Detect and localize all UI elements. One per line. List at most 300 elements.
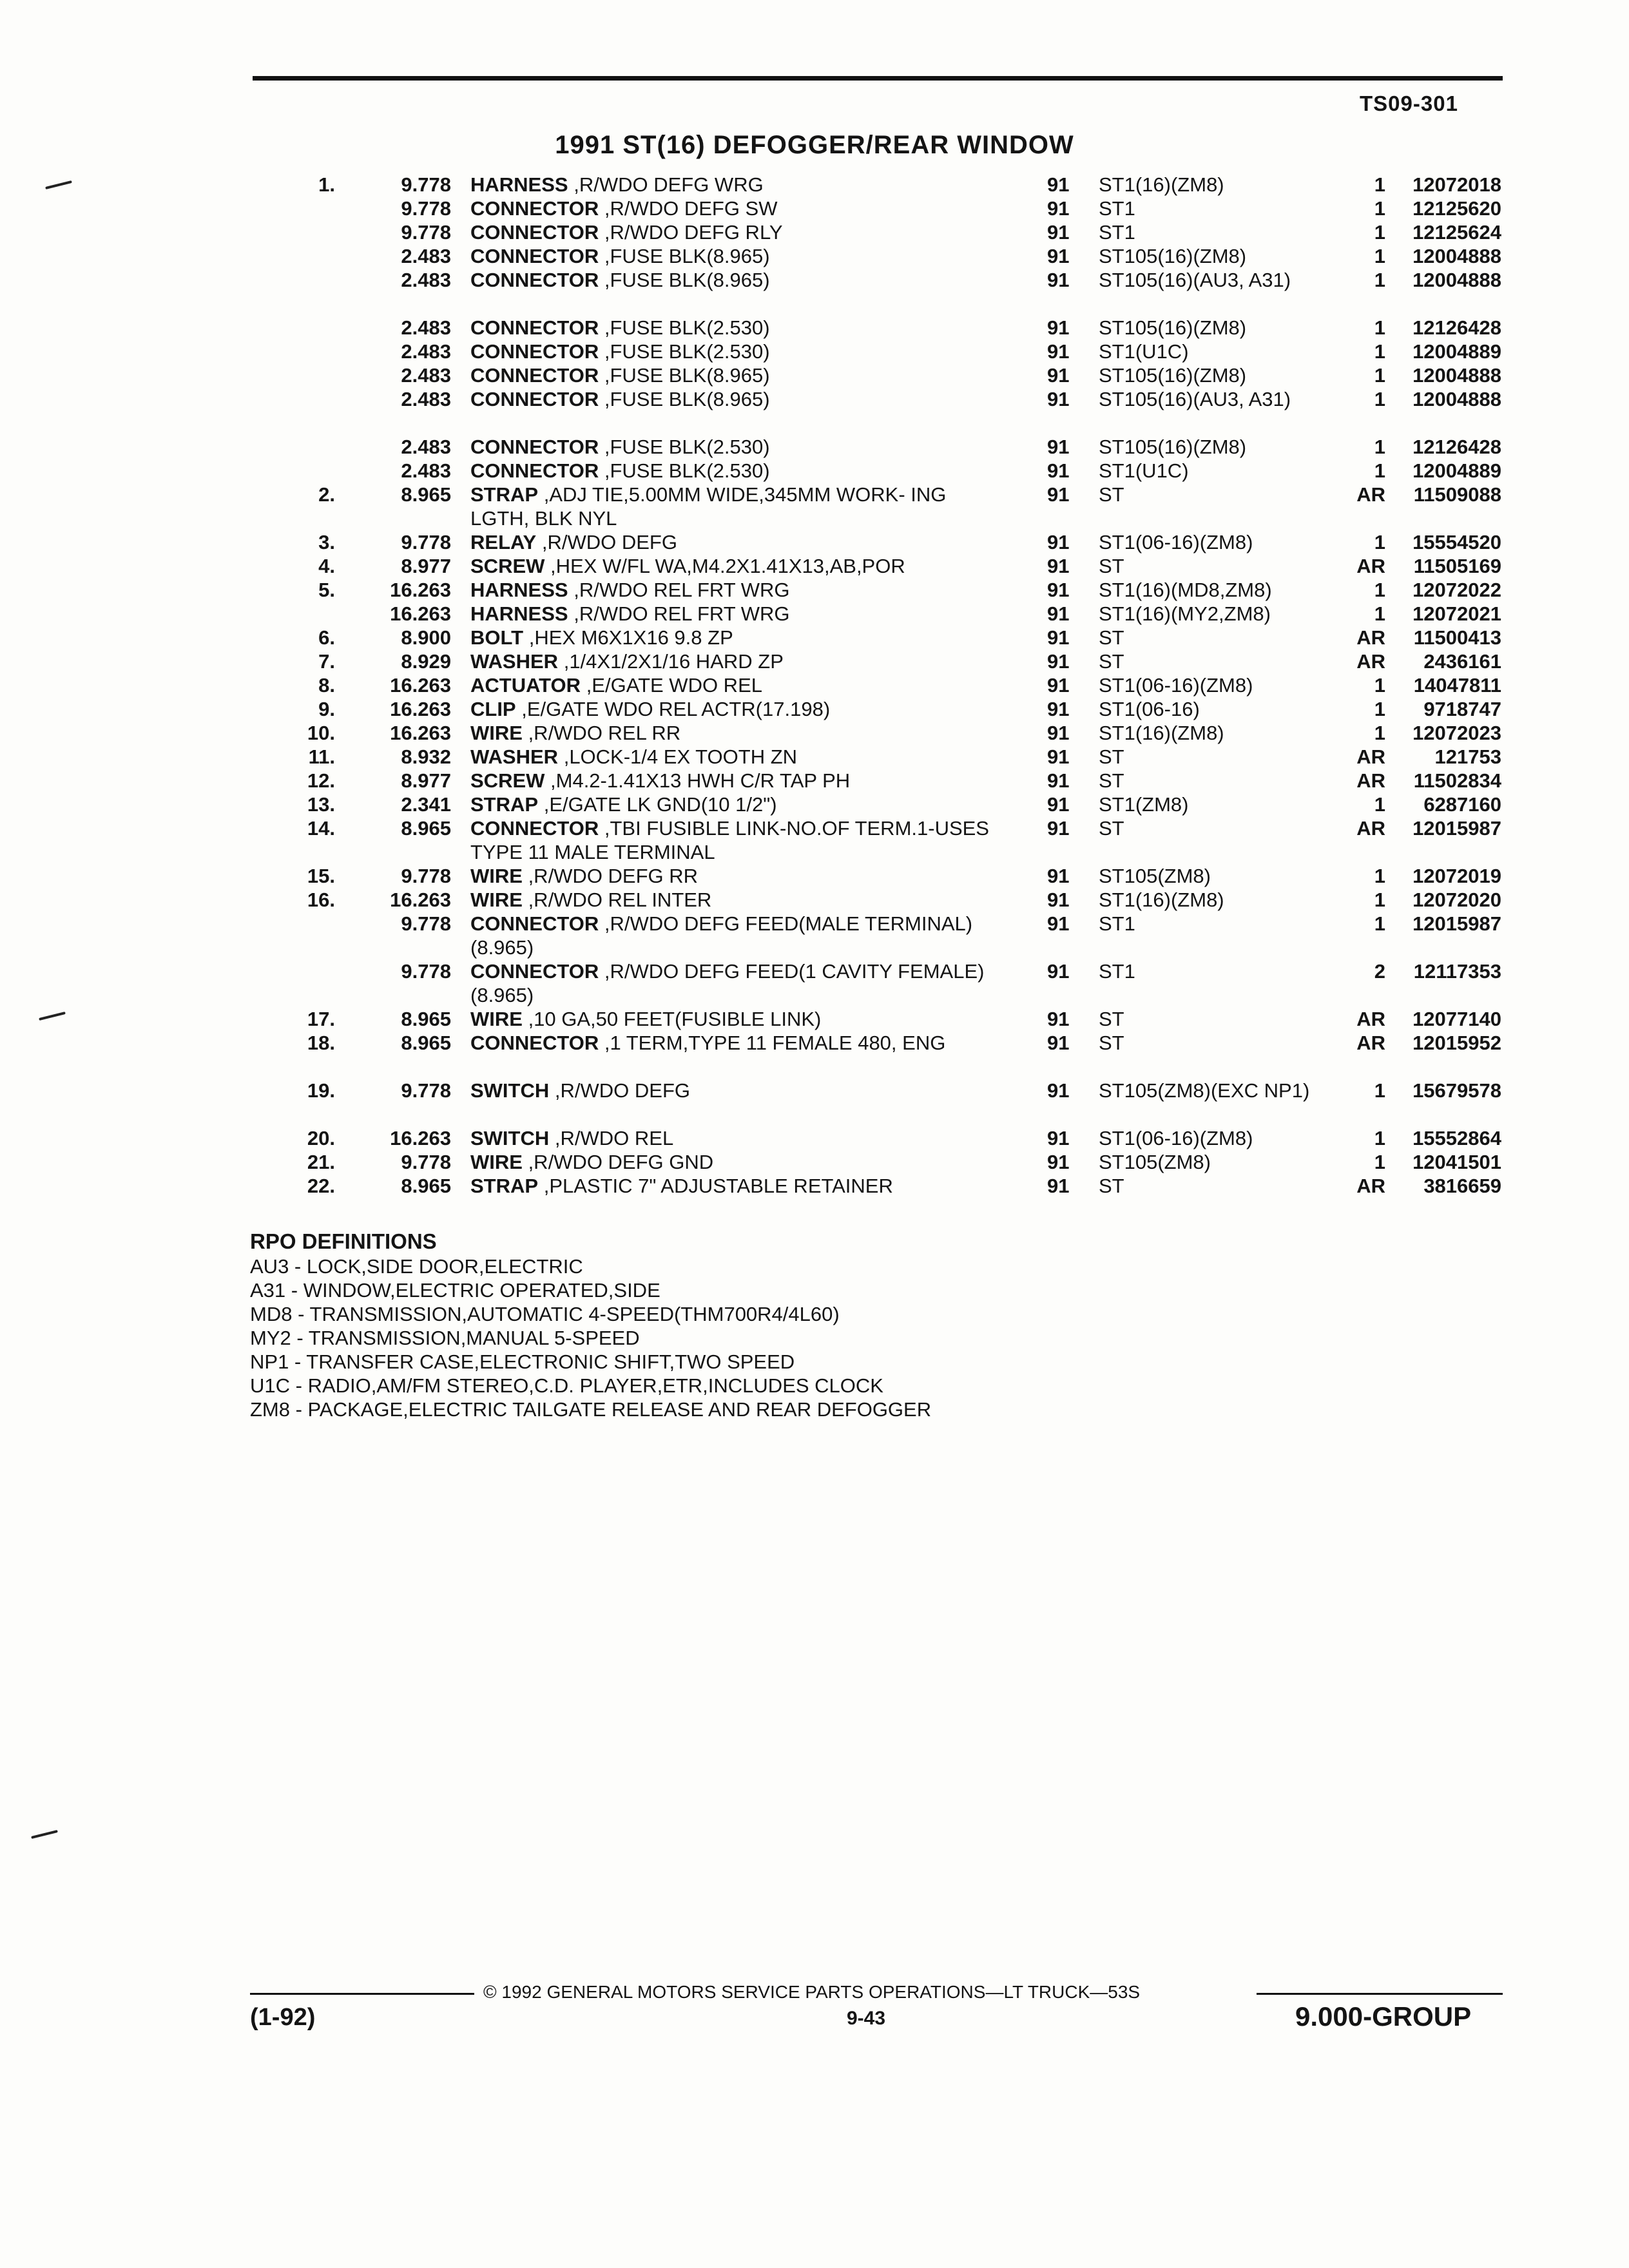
- part-description: [470, 268, 999, 292]
- part-description: [470, 459, 999, 483]
- group-number: 2.483: [401, 316, 451, 339]
- quantity: AR: [1356, 817, 1385, 840]
- part-description: [470, 340, 999, 363]
- model-code: ST1(ZM8): [1099, 793, 1189, 816]
- part-description: [470, 554, 999, 578]
- model-year: 91: [1047, 912, 1070, 935]
- quantity: 1: [1374, 1079, 1385, 1102]
- model-code: ST1(06-16)(ZM8): [1099, 674, 1253, 697]
- model-year: 91: [1047, 579, 1070, 601]
- part-name: CONNECTOR: [470, 388, 599, 410]
- part-number: 11509088: [1413, 483, 1501, 506]
- part-row: [0, 197, 1629, 220]
- group-number: 8.965: [401, 1008, 451, 1030]
- item-number: 18.: [307, 1032, 335, 1054]
- part-row: [0, 1150, 1629, 1174]
- quantity: 1: [1374, 173, 1385, 196]
- rpo-item: MD8 - TRANSMISSION,AUTOMATIC 4-SPEED(THM700R4/4L60): [250, 1303, 840, 1325]
- part-number: 6287160: [1423, 793, 1501, 816]
- model-code: ST1(06-16): [1099, 698, 1200, 720]
- part-name: STRAP: [470, 1175, 539, 1197]
- model-year: 91: [1047, 197, 1070, 220]
- document-code: TS09-301: [1360, 91, 1458, 115]
- part-row: [0, 912, 1629, 959]
- quantity: AR: [1356, 483, 1385, 506]
- part-desc-text: ,FUSE BLK(8.965): [604, 269, 770, 291]
- part-desc-text: ,FUSE BLK(2.530): [604, 436, 770, 458]
- model-code: ST1(U1C): [1099, 459, 1189, 482]
- part-number: 12126428: [1412, 316, 1501, 339]
- part-name: CONNECTOR: [470, 316, 599, 339]
- group-number: 16.263: [390, 674, 451, 697]
- item-number: 12.: [307, 769, 335, 792]
- model-year: 91: [1047, 364, 1070, 387]
- quantity: 1: [1374, 889, 1385, 911]
- part-name: STRAP: [470, 793, 539, 816]
- part-description: [470, 435, 999, 459]
- item-number: 3.: [318, 531, 335, 553]
- top-rule: [253, 76, 1503, 81]
- quantity: 1: [1374, 865, 1385, 887]
- part-row: [0, 173, 1629, 197]
- part-description: [470, 602, 999, 626]
- group-number: 8.929: [401, 650, 451, 673]
- quantity: 1: [1374, 269, 1385, 291]
- part-number: 121753: [1434, 745, 1501, 768]
- part-desc-text: ,1 TERM,TYPE 11 FEMALE 480, ENG: [604, 1032, 946, 1054]
- part-row: [0, 602, 1629, 626]
- part-number: 12072021: [1412, 602, 1501, 625]
- model-year: 91: [1047, 1175, 1070, 1197]
- part-desc-text: ,R/WDO DEFG SW: [604, 197, 778, 220]
- part-number: 3816659: [1423, 1175, 1501, 1197]
- part-number: 12072023: [1412, 722, 1501, 744]
- model-code: ST105(16)(AU3, A31): [1099, 388, 1291, 410]
- part-number: 12041501: [1412, 1151, 1501, 1173]
- part-description: [470, 1031, 999, 1055]
- group-number: 8.965: [401, 483, 451, 506]
- parts-list: [0, 173, 1629, 1198]
- model-code: ST105(ZM8): [1099, 1151, 1211, 1173]
- model-code: ST: [1099, 483, 1124, 506]
- part-name: WIRE: [470, 1151, 523, 1173]
- quantity: 1: [1374, 698, 1385, 720]
- part-description: [470, 888, 999, 912]
- part-desc-text: ,FUSE BLK(2.530): [604, 459, 770, 482]
- part-desc-text: ,HEX W/FL WA,M4.2X1.41X13,AB,POR: [550, 555, 905, 577]
- part-row: [0, 816, 1629, 864]
- part-number: 12072018: [1412, 173, 1501, 196]
- part-row: [0, 316, 1629, 340]
- quantity: 1: [1374, 221, 1385, 244]
- part-number: 12125620: [1412, 197, 1501, 220]
- part-row: [0, 697, 1629, 721]
- part-description: [470, 912, 999, 959]
- quantity: AR: [1356, 1008, 1385, 1030]
- item-number: 20.: [307, 1127, 335, 1149]
- group-number: 16.263: [390, 889, 451, 911]
- part-number: 12077140: [1412, 1008, 1501, 1030]
- group-number: 16.263: [390, 1127, 451, 1149]
- part-desc-text: ,E/GATE WDO REL ACTR(17.198): [521, 698, 831, 720]
- item-number: 16.: [307, 889, 335, 911]
- model-year: 91: [1047, 459, 1070, 482]
- part-number: 12004888: [1412, 269, 1501, 291]
- part-desc-text: ,FUSE BLK(8.965): [604, 364, 770, 387]
- part-description: [470, 197, 999, 220]
- part-number: 15679578: [1412, 1079, 1501, 1102]
- part-description: [470, 578, 999, 602]
- model-code: ST: [1099, 1175, 1124, 1197]
- model-year: 91: [1047, 698, 1070, 720]
- part-description: [470, 1150, 999, 1174]
- part-name: SWITCH: [470, 1079, 550, 1102]
- part-description: [470, 626, 999, 649]
- part-desc-text: ,R/WDO REL: [554, 1127, 674, 1149]
- part-name: WIRE: [470, 865, 523, 887]
- part-name: SWITCH: [470, 1127, 550, 1149]
- group-number: 2.483: [401, 436, 451, 458]
- part-number: 12004888: [1412, 364, 1501, 387]
- part-number: 14047811: [1413, 674, 1501, 697]
- part-description: [470, 483, 999, 530]
- item-number: 10.: [307, 722, 335, 744]
- part-row: [0, 1031, 1629, 1079]
- part-desc-text: ,FUSE BLK(2.530): [604, 316, 770, 339]
- part-desc-text: ,R/WDO DEFG RR: [528, 865, 699, 887]
- part-name: CONNECTOR: [470, 960, 599, 983]
- part-name: CONNECTOR: [470, 269, 599, 291]
- model-year: 91: [1047, 555, 1070, 577]
- model-year: 91: [1047, 388, 1070, 410]
- model-year: 91: [1047, 531, 1070, 553]
- part-description: [470, 1079, 999, 1102]
- footer-rule-right: [1257, 1993, 1503, 1995]
- part-name: CONNECTOR: [470, 1032, 599, 1054]
- rpo-item: U1C - RADIO,AM/FM STEREO,C.D. PLAYER,ETR,INCLUDES CLOCK: [250, 1374, 883, 1397]
- group-number: 16.263: [390, 698, 451, 720]
- part-row: [0, 721, 1629, 745]
- model-year: 91: [1047, 722, 1070, 744]
- part-number: 12072020: [1412, 889, 1501, 911]
- part-desc-text: ,R/WDO REL INTER: [528, 889, 712, 911]
- part-name: BOLT: [470, 626, 524, 649]
- model-year: 91: [1047, 269, 1070, 291]
- part-desc-text: ,R/WDO DEFG RLY: [604, 221, 783, 244]
- model-year: 91: [1047, 245, 1070, 267]
- model-year: 91: [1047, 340, 1070, 363]
- part-description: [470, 1126, 999, 1150]
- part-number: 15554520: [1412, 531, 1501, 553]
- part-desc-text: ,R/WDO REL FRT WRG: [574, 602, 790, 625]
- part-description: [470, 959, 999, 1007]
- model-code: ST: [1099, 745, 1124, 768]
- part-description: [470, 769, 999, 793]
- part-desc-text: ,FUSE BLK(8.965): [604, 245, 770, 267]
- part-row: [0, 459, 1629, 483]
- quantity: AR: [1356, 555, 1385, 577]
- part-description: [470, 1007, 999, 1031]
- quantity: AR: [1356, 1032, 1385, 1054]
- part-number: 11500413: [1413, 626, 1501, 649]
- model-year: 91: [1047, 1032, 1070, 1054]
- group-number: 8.965: [401, 817, 451, 840]
- part-name: CONNECTOR: [470, 817, 599, 840]
- item-number: 14.: [307, 817, 335, 840]
- group-number: 9.778: [401, 531, 451, 553]
- item-number: 9.: [318, 698, 335, 720]
- part-name: CONNECTOR: [470, 245, 599, 267]
- quantity: AR: [1356, 769, 1385, 792]
- model-year: 91: [1047, 674, 1070, 697]
- model-code: ST: [1099, 650, 1124, 673]
- part-desc-text: ,ADJ TIE,5.00MM WIDE,345MM WORK- ING LGTH, BLK NYL: [470, 483, 947, 530]
- part-row: [0, 387, 1629, 435]
- group-number: 9.778: [401, 197, 451, 220]
- rpo-item: NP1 - TRANSFER CASE,ELECTRONIC SHIFT,TWO SPEED: [250, 1350, 795, 1373]
- part-row: [0, 959, 1629, 1007]
- part-name: CONNECTOR: [470, 340, 599, 363]
- page-title: 1991 ST(16) DEFOGGER/REAR WINDOW: [555, 131, 1074, 159]
- model-code: ST1(16)(ZM8): [1099, 173, 1224, 196]
- part-name: WASHER: [470, 745, 559, 768]
- part-description: [470, 316, 999, 340]
- part-description: [470, 530, 999, 554]
- rpo-item: A31 - WINDOW,ELECTRIC OPERATED,SIDE: [250, 1279, 660, 1302]
- item-number: 15.: [307, 865, 335, 887]
- part-desc-text: ,R/WDO DEFG FEED(1 CAVITY FEMALE)(8.965): [470, 960, 985, 1006]
- group-number: 16.263: [390, 579, 451, 601]
- item-number: 11.: [308, 745, 335, 768]
- part-row: [0, 244, 1629, 268]
- rpo-item: MY2 - TRANSMISSION,MANUAL 5-SPEED: [250, 1327, 640, 1349]
- quantity: 1: [1374, 459, 1385, 482]
- model-year: 91: [1047, 889, 1070, 911]
- model-year: 91: [1047, 865, 1070, 887]
- quantity: 1: [1374, 388, 1385, 410]
- rpo-title: RPO DEFINITIONS: [250, 1229, 437, 1253]
- part-name: WIRE: [470, 722, 523, 744]
- part-name: SCREW: [470, 555, 545, 577]
- model-year: 91: [1047, 1151, 1070, 1173]
- part-name: HARNESS: [470, 602, 568, 625]
- part-desc-text: ,R/WDO DEFG GND: [528, 1151, 714, 1173]
- quantity: AR: [1356, 626, 1385, 649]
- model-year: 91: [1047, 483, 1070, 506]
- item-number: 19.: [307, 1079, 335, 1102]
- part-number: 12117353: [1413, 960, 1501, 983]
- part-row: [0, 1079, 1629, 1126]
- part-row: [0, 1126, 1629, 1150]
- part-row: [0, 649, 1629, 673]
- item-number: 22.: [307, 1175, 335, 1197]
- part-row: [0, 554, 1629, 578]
- item-number: 1.: [318, 173, 335, 196]
- part-name: CONNECTOR: [470, 436, 599, 458]
- part-name: WASHER: [470, 650, 559, 673]
- part-name: ACTUATOR: [470, 674, 581, 697]
- group-number: 8.977: [401, 769, 451, 792]
- part-desc-text: ,R/WDO DEFG: [554, 1079, 690, 1102]
- group-number: 8.932: [401, 745, 451, 768]
- part-row: [0, 864, 1629, 888]
- quantity: 1: [1374, 1127, 1385, 1149]
- part-row: [0, 793, 1629, 816]
- rpo-definitions: [250, 1229, 931, 1421]
- model-code: ST1: [1099, 912, 1135, 935]
- quantity: AR: [1356, 1175, 1385, 1197]
- part-desc-text: ,1/4X1/2X1/16 HARD ZP: [563, 650, 784, 673]
- part-description: [470, 363, 999, 387]
- item-number: 2.: [318, 483, 335, 506]
- model-code: ST1(U1C): [1099, 340, 1189, 363]
- part-name: CONNECTOR: [470, 364, 599, 387]
- part-number: 12004889: [1412, 459, 1501, 482]
- part-desc-text: ,LOCK-1/4 EX TOOTH ZN: [563, 745, 798, 768]
- part-number: 12072022: [1412, 579, 1501, 601]
- item-number: 6.: [318, 626, 335, 649]
- part-row: [0, 578, 1629, 602]
- item-number: 21.: [307, 1151, 335, 1173]
- model-code: ST1(16)(ZM8): [1099, 722, 1224, 744]
- model-code: ST1(06-16)(ZM8): [1099, 531, 1253, 553]
- part-desc-text: ,R/WDO REL FRT WRG: [574, 579, 790, 601]
- item-number: 8.: [318, 674, 335, 697]
- part-name: RELAY: [470, 531, 537, 553]
- part-name: CONNECTOR: [470, 221, 599, 244]
- group-number: 8.965: [401, 1032, 451, 1054]
- part-row: [0, 673, 1629, 697]
- part-description: [470, 793, 999, 816]
- quantity: 1: [1374, 531, 1385, 553]
- model-code: ST: [1099, 555, 1124, 577]
- part-desc-text: ,HEX M6X1X16 9.8 ZP: [528, 626, 733, 649]
- part-row: [0, 340, 1629, 363]
- part-description: [470, 816, 999, 864]
- part-row: [0, 769, 1629, 793]
- quantity: 1: [1374, 197, 1385, 220]
- group-number: 9.778: [401, 221, 451, 244]
- part-description: [470, 244, 999, 268]
- quantity: 1: [1374, 340, 1385, 363]
- part-number: 2436161: [1423, 650, 1501, 673]
- quantity: 1: [1374, 316, 1385, 339]
- part-number: 12015952: [1412, 1032, 1501, 1054]
- group-number: 2.483: [401, 340, 451, 363]
- group-number: 2.483: [401, 388, 451, 410]
- group-number: 2.341: [401, 793, 451, 816]
- part-row: [0, 435, 1629, 459]
- quantity: AR: [1356, 745, 1385, 768]
- quantity: 1: [1374, 793, 1385, 816]
- footer-group: 9.000-GROUP: [1295, 2001, 1472, 2032]
- group-number: 2.483: [401, 364, 451, 387]
- part-desc-text: ,TBI FUSIBLE LINK-NO.OF TERM.1-USES TYPE 11 MALE TERMINAL: [470, 817, 989, 863]
- part-name: CONNECTOR: [470, 912, 599, 935]
- model-code: ST105(16)(AU3, A31): [1099, 269, 1291, 291]
- model-code: ST: [1099, 1032, 1124, 1054]
- part-row: [0, 1007, 1629, 1031]
- part-description: [470, 864, 999, 888]
- part-row: [0, 888, 1629, 912]
- part-desc-text: ,FUSE BLK(8.965): [604, 388, 770, 410]
- model-year: 91: [1047, 626, 1070, 649]
- quantity: 1: [1374, 1151, 1385, 1173]
- model-code: ST1(16)(MY2,ZM8): [1099, 602, 1271, 625]
- model-code: ST105(16)(ZM8): [1099, 436, 1247, 458]
- part-row: [0, 363, 1629, 387]
- item-number: 5.: [318, 579, 335, 601]
- group-number: 9.778: [401, 912, 451, 935]
- group-number: 9.778: [401, 1151, 451, 1173]
- part-number: 12125624: [1412, 221, 1501, 244]
- quantity: AR: [1356, 650, 1385, 673]
- part-desc-text: ,10 GA,50 FEET(FUSIBLE LINK): [528, 1008, 822, 1030]
- part-description: [470, 649, 999, 673]
- part-desc-text: ,R/WDO DEFG: [541, 531, 677, 553]
- group-number: 9.778: [401, 865, 451, 887]
- part-description: [470, 387, 999, 411]
- part-name: WIRE: [470, 889, 523, 911]
- part-name: HARNESS: [470, 173, 568, 196]
- model-code: ST: [1099, 817, 1124, 840]
- model-year: 91: [1047, 602, 1070, 625]
- model-year: 91: [1047, 173, 1070, 196]
- group-number: 9.778: [401, 1079, 451, 1102]
- model-year: 91: [1047, 793, 1070, 816]
- quantity: 1: [1374, 436, 1385, 458]
- group-number: 8.965: [401, 1175, 451, 1197]
- model-code: ST: [1099, 1008, 1124, 1030]
- model-year: 91: [1047, 817, 1070, 840]
- part-name: SCREW: [470, 769, 545, 792]
- item-number: 7.: [318, 650, 335, 673]
- model-code: ST: [1099, 769, 1124, 792]
- footer-date-code: (1-92): [250, 2004, 316, 2031]
- rpo-item: AU3 - LOCK,SIDE DOOR,ELECTRIC: [250, 1255, 583, 1278]
- part-name: CONNECTOR: [470, 197, 599, 220]
- part-number: 12004889: [1412, 340, 1501, 363]
- quantity: 1: [1374, 912, 1385, 935]
- part-name: HARNESS: [470, 579, 568, 601]
- quantity: 1: [1374, 245, 1385, 267]
- model-code: ST1: [1099, 221, 1135, 244]
- model-year: 91: [1047, 960, 1070, 983]
- part-number: 11502834: [1413, 769, 1501, 792]
- part-desc-text: ,M4.2-1.41X13 HWH C/R TAP PH: [550, 769, 851, 792]
- quantity: 1: [1374, 579, 1385, 601]
- model-year: 91: [1047, 769, 1070, 792]
- part-desc-text: ,R/WDO REL RR: [528, 722, 681, 744]
- model-code: ST1: [1099, 960, 1135, 983]
- part-row: [0, 483, 1629, 530]
- rpo-item: ZM8 - PACKAGE,ELECTRIC TAILGATE RELEASE AND REAR DEFOGGER: [250, 1398, 932, 1421]
- part-description: [470, 697, 999, 721]
- model-code: ST1(06-16)(ZM8): [1099, 1127, 1253, 1149]
- part-row: [0, 530, 1629, 554]
- group-number: 2.483: [401, 269, 451, 291]
- part-description: [470, 220, 999, 244]
- item-number: 13.: [307, 793, 335, 816]
- item-number: 17.: [307, 1008, 335, 1030]
- part-description: [470, 673, 999, 697]
- model-code: ST105(16)(ZM8): [1099, 316, 1247, 339]
- part-name: WIRE: [470, 1008, 523, 1030]
- part-number: 12072019: [1412, 865, 1501, 887]
- part-description: [470, 173, 999, 197]
- model-year: 91: [1047, 436, 1070, 458]
- model-code: ST1: [1099, 197, 1135, 220]
